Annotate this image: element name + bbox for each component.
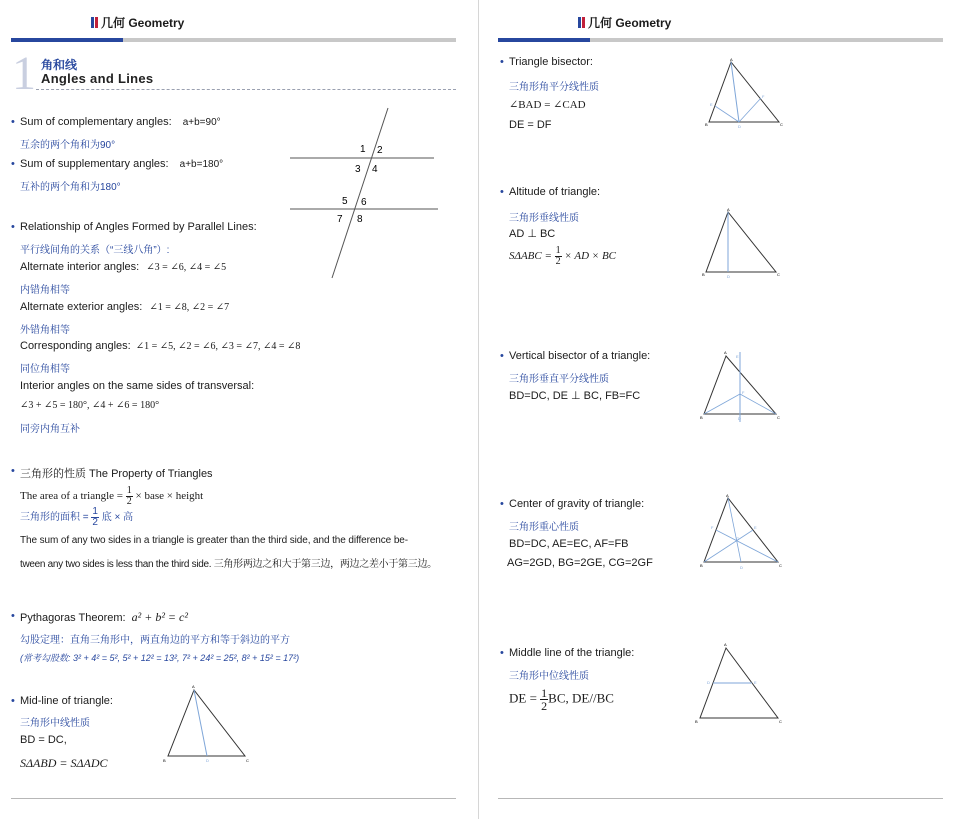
- bisector-cn: 三角形角平分线性质: [509, 82, 599, 93]
- middle-line-eq-tail: BC, DE//BC: [548, 690, 614, 706]
- fraction-denominator: 2: [541, 699, 548, 713]
- header-mark-blue: [91, 17, 94, 28]
- middle-line-eq-lhs: DE =: [509, 690, 537, 706]
- middle-line-cn: 三角形中位线性质: [509, 671, 589, 682]
- midline-label: • Mid-line of triangle:: [20, 695, 113, 707]
- section-title-underline: [36, 89, 456, 90]
- vertex-label-d: D: [738, 416, 741, 421]
- midline-cn: 三角形中线性质: [20, 718, 90, 729]
- median-cf: [716, 530, 778, 562]
- right-footer-rule: [498, 798, 943, 799]
- angle-label-5: 5: [342, 196, 348, 207]
- triangle-area-cn-fraction: [91, 507, 99, 528]
- header-mark-red: [582, 17, 585, 28]
- vertex-label-c: C: [246, 758, 249, 763]
- vertex-label-c: C: [777, 415, 780, 420]
- triangle-sides-line1: The sum of any two sides in a triangle is greater than the third side, and the difference be-: [20, 535, 408, 546]
- supplementary-item: [20, 158, 223, 170]
- vertex-label-f: F: [711, 525, 714, 530]
- centroid-figure: [698, 492, 786, 572]
- fraction-numerator: 1: [541, 686, 548, 700]
- bisector-label: • Triangle bisector:: [509, 56, 593, 68]
- vertex-label-c: C: [779, 563, 782, 568]
- same-side-label: Interior angles on the same sides of transversal:: [20, 380, 255, 392]
- middle-line-label: • Middle line of the triangle:: [509, 647, 634, 659]
- bisector-figure: [703, 56, 787, 130]
- pythagoras-label: Pythagoras Theorem:: [20, 612, 126, 624]
- fraction-numerator: 1: [92, 506, 98, 517]
- vertex-label-b: B: [695, 719, 698, 724]
- triangle-area-label: The area of a triangle =: [20, 490, 124, 503]
- midline-eq2: SΔABD = SΔADC: [20, 756, 108, 770]
- perp-bisector-eq1: BD=DC, DE ⊥ BC, FB=FC: [509, 390, 641, 402]
- vertex-label-g: G: [736, 536, 740, 541]
- fraction-denominator: 2: [126, 496, 132, 507]
- right-header-title: 几何 Geometry: [588, 16, 672, 30]
- middle-line-eq-row: [509, 687, 614, 712]
- centroid-eq2: AG=2GD, BG=2GE, CG=2GF: [507, 557, 653, 569]
- corresponding-row: [20, 340, 300, 352]
- right-page-header: [578, 14, 671, 31]
- angle-label-8: 8: [357, 214, 363, 225]
- midline-triangle: [168, 690, 245, 756]
- parallel-cn: 平行线间角的关系（“三线八角”）:: [20, 245, 170, 256]
- vertex-label-d: D: [740, 565, 743, 570]
- median-ad: [728, 498, 741, 562]
- altitude-cn: 三角形垂线性质: [509, 213, 579, 224]
- centroid-triangle: [704, 498, 778, 562]
- altitude-triangle: [706, 212, 776, 272]
- centroid-cn: 三角形重心性质: [509, 522, 579, 533]
- complementary-label: Sum of complementary angles:: [20, 116, 172, 128]
- complementary-item: [20, 116, 221, 128]
- supplementary-formula: a+b=180°: [179, 159, 224, 170]
- corresponding-cn: 同位角相等: [20, 364, 70, 375]
- vertex-label-e: E: [754, 525, 757, 530]
- perpendicular-de: [715, 106, 739, 122]
- corresponding-formula: ∠1 = ∠5, ∠2 = ∠6, ∠3 = ∠7, ∠4 = ∠8: [135, 341, 301, 352]
- parallel-lines-figure: [284, 104, 444, 282]
- bisector-eq1: ∠BAD = ∠CAD: [509, 99, 586, 111]
- vertex-label-d: D: [738, 124, 741, 129]
- vertex-label-a: A: [726, 493, 729, 498]
- segment-fc: [740, 394, 776, 414]
- vertex-label-b: B: [700, 563, 703, 568]
- vertex-label-d: D: [707, 680, 710, 685]
- triangle-area-row: [20, 486, 203, 507]
- alt-interior-formula: ∠3 = ∠6, ∠4 = ∠5: [146, 262, 227, 273]
- triangle-area-cn-tail: 底 × 高: [101, 512, 134, 524]
- pythagoras-examples: (常考勾股数: 3² + 4² = 5², 5² + 12² = 13², 7² + 24² = 25², 8² + 15² = 17²): [20, 653, 300, 663]
- pythagoras-row: [20, 610, 188, 625]
- vertex-label-b: B: [702, 272, 705, 277]
- centroid-label: • Center of gravity of triangle:: [509, 498, 644, 510]
- pythagoras-cn: 勾股定理：直角三角形中，两直角边的平方和等于斜边的平方: [20, 635, 290, 646]
- vertex-label-a: A: [192, 684, 195, 689]
- fraction-denominator: 2: [92, 517, 98, 528]
- triangle-sides-line2: tween any two sides is less than the third side. 三角形两边之和大于第三边，两边之差小于第三边。: [20, 559, 437, 570]
- angle-label-2: 2: [377, 145, 383, 156]
- corresponding-label: Corresponding angles:: [20, 340, 131, 352]
- fraction-numerator: 1: [126, 485, 132, 496]
- vertex-label-a: A: [724, 350, 727, 355]
- same-side-cn: 同旁内角互补: [20, 424, 80, 435]
- left-footer-rule: [11, 798, 456, 799]
- header-mark-blue: [578, 17, 581, 28]
- altitude-figure: [700, 206, 784, 280]
- altitude-eq2-row: [509, 246, 616, 267]
- altitude-label: • Altitude of triangle:: [509, 186, 600, 198]
- alt-interior-label: Alternate interior angles:: [20, 261, 140, 273]
- vertex-label-d: D: [727, 274, 730, 279]
- alt-exterior-label: Alternate exterior angles:: [20, 301, 143, 313]
- section-title-en: Angles and Lines: [41, 71, 154, 86]
- triangle-area-cn-label: 三角形的面积 =: [20, 512, 89, 524]
- perp-bisector-figure: [698, 348, 784, 424]
- vertex-label-c: C: [780, 122, 783, 127]
- alt-interior-row: [20, 261, 226, 273]
- header-mark-red: [95, 17, 98, 28]
- vertex-label-d: D: [206, 758, 209, 763]
- vertex-label-a: A: [724, 642, 727, 647]
- complementary-cn: 互余的两个角和为90°: [20, 140, 116, 151]
- vertex-label-a: A: [730, 57, 733, 62]
- vertex-label-b: B: [705, 122, 708, 127]
- alt-exterior-row: [20, 301, 229, 313]
- alt-exterior-cn: 外错角相等: [20, 325, 70, 336]
- middle-line-fraction: [540, 687, 548, 712]
- altitude-eq1: AD ⊥ BC: [509, 228, 556, 240]
- triangle-area-tail: × base × height: [135, 490, 204, 503]
- vertex-label-f: F: [762, 94, 765, 99]
- triangle-property-title: • 三角形的性质 The Property of Triangles: [20, 465, 213, 481]
- triangle-area-fraction: [126, 486, 133, 507]
- altitude-eq2-tail: × AD × BC: [564, 250, 617, 263]
- fraction-numerator: 1: [555, 245, 561, 256]
- angle-label-6: 6: [361, 197, 367, 208]
- triangle-area-cn-row: [20, 507, 133, 528]
- page-divider: [478, 0, 479, 819]
- section-number: 1: [12, 47, 36, 100]
- angle-label-3: 3: [355, 164, 361, 175]
- complementary-formula: a+b=90°: [182, 117, 221, 128]
- vertex-label-b: B: [700, 415, 703, 420]
- vertex-label-a: A: [727, 207, 730, 212]
- bisector-eq2: DE = DF: [509, 119, 552, 131]
- alt-interior-cn: 内错角相等: [20, 285, 70, 296]
- vertex-label-c: C: [777, 272, 780, 277]
- perp-bisector-label: • Vertical bisector of a triangle:: [509, 350, 650, 362]
- same-side-formula: ∠3 + ∠5 = 180°, ∠4 + ∠6 = 180°: [20, 400, 160, 411]
- vertex-label-c: C: [779, 719, 782, 724]
- left-header-title: 几何 Geometry: [101, 16, 185, 30]
- vertex-label-b: B: [163, 758, 166, 763]
- section-title-cn: 角和线: [41, 58, 78, 72]
- vertex-label-f: F: [742, 390, 745, 395]
- middle-line-figure: [692, 640, 788, 726]
- bisector-triangle: [709, 62, 779, 122]
- midline-eq1: BD = DC,: [20, 734, 67, 746]
- fraction-denominator: 2: [555, 256, 561, 267]
- vertex-label-e: E: [710, 102, 713, 107]
- angle-label-1: 1: [360, 144, 366, 155]
- segment-fb: [704, 394, 740, 414]
- median-line: [194, 690, 207, 756]
- angle-label-7: 7: [337, 214, 343, 225]
- angle-label-4: 4: [372, 164, 378, 175]
- altitude-eq2-lhs: SΔABC =: [509, 250, 552, 263]
- left-header-rule-accent: [11, 38, 123, 42]
- pythagoras-formula: a² + b² = c²: [131, 610, 188, 624]
- perp-bisector-cn: 三角形垂直平分线性质: [509, 374, 609, 385]
- perpendicular-df: [739, 98, 761, 122]
- right-header-rule-accent: [498, 38, 590, 42]
- supplementary-label: Sum of supplementary angles:: [20, 158, 169, 170]
- altitude-fraction: [555, 246, 562, 267]
- supplementary-cn: 互补的两个角和为180°: [20, 182, 121, 193]
- left-page-header: [91, 14, 184, 31]
- alt-exterior-formula: ∠1 = ∠8, ∠2 = ∠7: [149, 302, 230, 313]
- transversal-line: [332, 108, 388, 278]
- vertex-label-e: E: [754, 680, 757, 685]
- vertex-label-e: E: [736, 354, 739, 359]
- parallel-title: • Relationship of Angles Formed by Parallel Lines:: [20, 221, 257, 233]
- centroid-eq1: BD=DC, AE=EC, AF=FB: [509, 538, 629, 550]
- median-be: [704, 530, 753, 562]
- midline-triangle-figure: [158, 682, 254, 766]
